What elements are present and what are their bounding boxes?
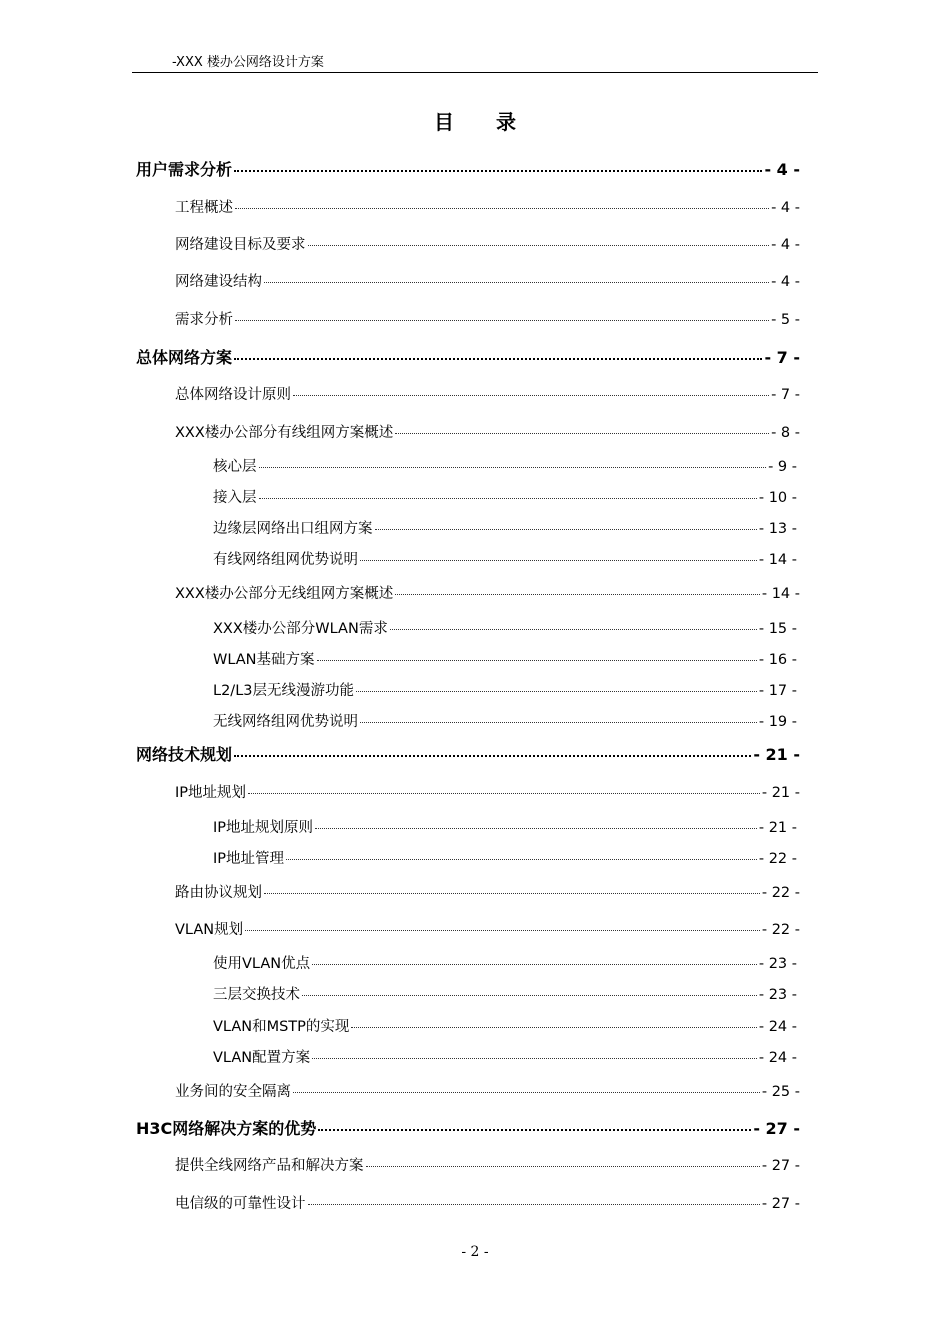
toc-dot-leader <box>234 754 751 757</box>
toc-entry[interactable] <box>175 308 800 329</box>
toc-dot-leader <box>308 1203 760 1205</box>
toc-entry-page: - 22 - <box>761 922 800 938</box>
toc-dot-leader <box>259 466 767 468</box>
toc-dot-leader <box>234 169 762 172</box>
toc-entry[interactable] <box>213 679 797 700</box>
toc-dot-leader <box>235 319 769 321</box>
toc-entry-page: - 21 - <box>753 745 800 764</box>
toc-entry[interactable] <box>175 421 800 442</box>
toc-dot-leader <box>356 690 757 692</box>
toc-entry-page: - 19 - <box>758 714 797 730</box>
toc-entry-page: - 13 - <box>758 521 797 537</box>
toc-entry-page: - 27 - <box>761 1158 800 1174</box>
page-header <box>132 52 818 73</box>
toc-entry[interactable] <box>213 548 797 569</box>
toc-entry[interactable] <box>213 983 797 1004</box>
toc-entry-page: - 7 - <box>771 387 800 403</box>
toc-entry-label: 网络技术规划 <box>136 745 233 764</box>
toc-entry-label: 电信级的可靠性设计 <box>175 1196 306 1212</box>
toc-entry-page: - 16 - <box>758 652 797 668</box>
toc-entry[interactable] <box>175 1192 800 1213</box>
toc-entry-page: - 23 - <box>758 987 797 1003</box>
header-title: -XXX 楼办公网络设计方案 <box>172 55 324 70</box>
toc-entry-page: - 4 - <box>771 200 800 216</box>
toc-entry-label: IP地址规划 <box>175 785 247 801</box>
toc-entry[interactable] <box>136 157 800 180</box>
toc-entry-label: 有线网络组网优势说明 <box>213 552 358 568</box>
toc-dot-leader <box>366 1165 760 1167</box>
toc-dot-leader <box>264 281 769 283</box>
toc-entry-page: - 15 - <box>758 621 797 637</box>
toc-entry-page: - 4 - <box>764 160 800 179</box>
toc-dot-leader <box>264 892 760 894</box>
toc-entry[interactable] <box>175 781 800 802</box>
toc-entry[interactable] <box>175 881 800 902</box>
toc-entry-page: - 24 - <box>758 1019 797 1035</box>
toc-entry[interactable] <box>136 742 800 765</box>
toc-entry-label: 使用VLAN优点 <box>213 956 311 972</box>
toc-dot-leader <box>395 432 769 434</box>
toc-entry[interactable] <box>136 345 800 368</box>
toc-entry-label: 总体网络设计原则 <box>175 387 291 403</box>
toc-entry[interactable] <box>213 816 797 837</box>
toc-dot-leader <box>286 858 757 860</box>
toc-entry-label: VLAN配置方案 <box>213 1050 311 1066</box>
toc-entry-page: - 25 - <box>761 1084 800 1100</box>
toc-entry[interactable] <box>213 617 797 638</box>
toc-dot-leader <box>293 394 769 396</box>
toc-entry-page: - 22 - <box>758 851 797 867</box>
toc-dot-leader <box>317 659 757 661</box>
toc-dot-leader <box>390 628 757 630</box>
toc-dot-leader <box>395 593 760 595</box>
toc-entry-label: H3C网络解决方案的优势 <box>136 1119 317 1138</box>
toc-dot-leader <box>351 1026 756 1028</box>
toc-entry-page: - 24 - <box>758 1050 797 1066</box>
toc-entry-page: - 14 - <box>758 552 797 568</box>
toc-entry[interactable] <box>175 383 800 404</box>
toc-entry-label: 无线网络组网优势说明 <box>213 714 358 730</box>
toc-entry[interactable] <box>175 1154 800 1175</box>
toc-entry[interactable] <box>213 517 797 538</box>
toc-entry[interactable] <box>213 847 797 868</box>
toc-entry[interactable] <box>213 710 797 731</box>
toc-entry[interactable] <box>213 952 797 973</box>
toc-entry[interactable] <box>175 582 800 603</box>
toc-entry-label: IP地址规划原则 <box>213 820 314 836</box>
toc-dot-leader <box>248 792 760 794</box>
toc-entry-page: - 10 - <box>758 490 797 506</box>
toc-dot-leader <box>315 827 757 829</box>
toc-entry-page: - 17 - <box>758 683 797 699</box>
toc-entry[interactable] <box>213 455 797 476</box>
toc-dot-leader <box>312 963 757 965</box>
toc-entry-page: - 14 - <box>761 586 800 602</box>
toc-entry-page: - 21 - <box>761 785 800 801</box>
toc-entry[interactable] <box>175 233 800 254</box>
toc-entry-label: 路由协议规划 <box>175 885 262 901</box>
toc-dot-leader <box>245 929 760 931</box>
toc-entry[interactable] <box>136 1116 800 1139</box>
toc-entry-page: - 27 - <box>761 1196 800 1212</box>
toc-entry-page: - 5 - <box>771 312 800 328</box>
toc-dot-leader <box>375 528 757 530</box>
page-number: - 2 - <box>461 1244 489 1260</box>
toc-entry-label: 接入层 <box>213 490 257 506</box>
toc-entry-label: 边缘层网络出口组网方案 <box>213 521 373 537</box>
toc-entry[interactable] <box>213 1015 797 1036</box>
toc-dot-leader <box>360 721 757 723</box>
toc-entry-label: 三层交换技术 <box>213 987 300 1003</box>
toc-dot-leader <box>360 559 757 561</box>
toc-dot-leader <box>234 357 762 360</box>
toc-entry-label: XXX楼办公部分WLAN需求 <box>213 621 388 637</box>
toc-entry-label: 网络建设结构 <box>175 274 262 290</box>
toc-entry-page: - 4 - <box>771 237 800 253</box>
toc-entry-label: 工程概述 <box>175 200 233 216</box>
toc-entry-page: - 4 - <box>771 274 800 290</box>
toc-dot-leader <box>302 994 757 996</box>
toc-entry-label: 业务间的安全隔离 <box>175 1084 291 1100</box>
toc-entry-label: 核心层 <box>213 459 257 475</box>
toc-entry-label: XXX楼办公部分有线组网方案概述 <box>175 425 394 441</box>
toc-entry[interactable] <box>213 1046 797 1067</box>
toc-entry-label: 需求分析 <box>175 312 233 328</box>
toc-entry[interactable] <box>175 1080 800 1101</box>
toc-entry-label: 用户需求分析 <box>136 160 233 179</box>
toc-entry[interactable] <box>175 918 800 939</box>
toc-entry[interactable] <box>213 648 797 669</box>
toc-entry[interactable] <box>213 486 797 507</box>
toc-entry-label: 提供全线网络产品和解决方案 <box>175 1158 364 1174</box>
toc-entry-page: - 21 - <box>758 820 797 836</box>
toc-entry-page: - 27 - <box>753 1119 800 1138</box>
toc-entry-label: L2/L3层无线漫游功能 <box>213 683 354 699</box>
toc-entry-page: - 23 - <box>758 956 797 972</box>
toc-entry-label: 总体网络方案 <box>136 348 233 367</box>
toc-dot-leader <box>259 497 757 499</box>
toc-entry-label: XXX楼办公部分无线组网方案概述 <box>175 586 394 602</box>
toc-dot-leader <box>235 207 769 209</box>
toc-entry[interactable] <box>175 270 800 291</box>
toc-entry-page: - 22 - <box>761 885 800 901</box>
toc-entry-label: VLAN和MSTP的实现 <box>213 1019 350 1035</box>
toc-entry-page: - 7 - <box>764 348 800 367</box>
toc-entry-label: WLAN基础方案 <box>213 652 315 668</box>
toc-title: 目录 <box>434 110 558 134</box>
toc-dot-leader <box>293 1091 760 1093</box>
toc-entry-page: - 8 - <box>771 425 800 441</box>
toc-entry-page: - 9 - <box>768 459 797 475</box>
toc-dot-leader <box>308 244 770 246</box>
toc-entry-label: IP地址管理 <box>213 851 285 867</box>
toc-entry-label: 网络建设目标及要求 <box>175 237 306 253</box>
toc-entry[interactable] <box>175 196 800 217</box>
toc-entry-label: VLAN规划 <box>175 922 244 938</box>
toc-dot-leader <box>318 1128 751 1131</box>
toc-dot-leader <box>312 1057 757 1059</box>
